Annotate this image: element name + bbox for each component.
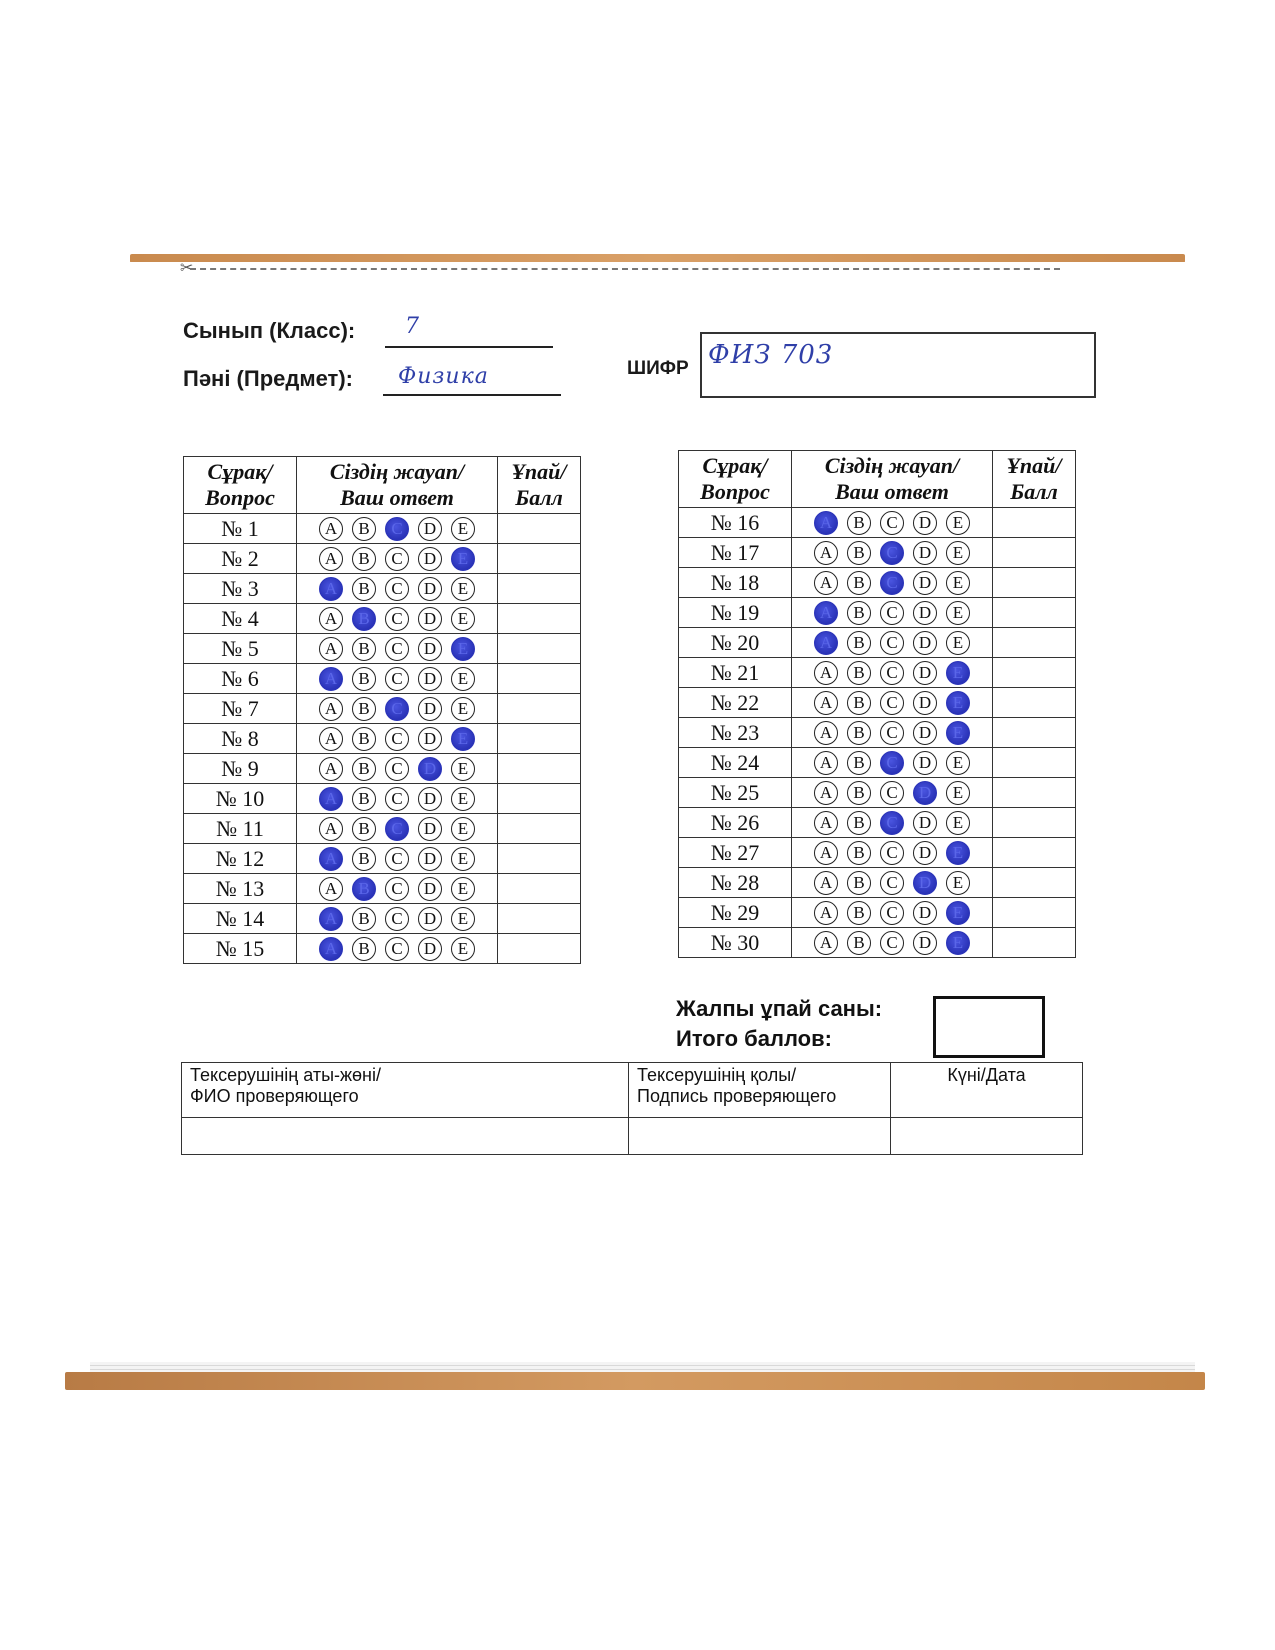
- bubble-c[interactable]: C: [880, 721, 904, 745]
- score-cell[interactable]: [498, 814, 581, 844]
- bubble-c[interactable]: C: [385, 757, 409, 781]
- bubble-a[interactable]: A: [319, 817, 343, 841]
- answer-bubbles: [297, 874, 498, 904]
- bubble-c[interactable]: C: [385, 937, 409, 961]
- bubble-c[interactable]: C: [385, 667, 409, 691]
- answer-bubbles: [792, 808, 993, 838]
- answer-bubbles: [297, 514, 498, 544]
- subject-value: Физика: [398, 364, 489, 389]
- question-row: [679, 838, 1076, 868]
- score-cell[interactable]: [993, 598, 1076, 628]
- answer-bubbles: [792, 658, 993, 688]
- bubble-e[interactable]: E: [946, 631, 970, 655]
- question-row: [184, 874, 581, 904]
- bubble-e[interactable]: E: [946, 661, 970, 685]
- question-row: [184, 904, 581, 934]
- bubble-d[interactable]: D: [913, 781, 937, 805]
- bubble-e[interactable]: E: [451, 697, 475, 721]
- bubble-a[interactable]: A: [319, 667, 343, 691]
- question-row: [679, 898, 1076, 928]
- answer-bubbles: [297, 724, 498, 754]
- bubble-b[interactable]: B: [847, 661, 871, 685]
- bubble-b[interactable]: B: [352, 877, 376, 901]
- bubble-b[interactable]: B: [352, 937, 376, 961]
- score-cell[interactable]: [993, 778, 1076, 808]
- bubble-b[interactable]: B: [847, 931, 871, 955]
- bubble-b[interactable]: B: [847, 601, 871, 625]
- bubble-d[interactable]: D: [913, 871, 937, 895]
- question-number: № 12: [184, 844, 297, 874]
- bubble-b[interactable]: B: [352, 547, 376, 571]
- header-answer: Сіздің жауап/ Ваш ответ: [792, 451, 993, 508]
- bubble-e[interactable]: E: [451, 817, 475, 841]
- bubble-b[interactable]: B: [352, 637, 376, 661]
- bubble-c[interactable]: C: [880, 841, 904, 865]
- score-cell[interactable]: [498, 604, 581, 634]
- bubble-e[interactable]: E: [946, 901, 970, 925]
- question-row: [679, 568, 1076, 598]
- bubble-a[interactable]: A: [319, 697, 343, 721]
- bubble-a[interactable]: A: [319, 847, 343, 871]
- answer-bubbles: [792, 718, 993, 748]
- bubble-b[interactable]: B: [847, 781, 871, 805]
- bubble-d[interactable]: D: [913, 751, 937, 775]
- bubble-a[interactable]: A: [814, 541, 838, 565]
- bubble-c[interactable]: C: [385, 607, 409, 631]
- bubble-d[interactable]: D: [913, 541, 937, 565]
- bubble-c[interactable]: C: [880, 511, 904, 535]
- score-cell[interactable]: [498, 664, 581, 694]
- answer-bubbles: [297, 844, 498, 874]
- bubble-d[interactable]: D: [913, 631, 937, 655]
- answer-bubbles: [297, 664, 498, 694]
- answer-bubbles: [297, 634, 498, 664]
- bubble-b[interactable]: B: [847, 511, 871, 535]
- question-number: № 30: [679, 928, 792, 958]
- answer-bubbles: [792, 628, 993, 658]
- answer-bubbles: [297, 694, 498, 724]
- question-row: [184, 814, 581, 844]
- table-surface-bottom: [65, 1372, 1205, 1390]
- question-number: № 10: [184, 784, 297, 814]
- bubble-d[interactable]: D: [418, 907, 442, 931]
- question-number: № 1: [184, 514, 297, 544]
- bubble-e[interactable]: E: [451, 937, 475, 961]
- bubble-c[interactable]: C: [385, 727, 409, 751]
- bubble-c[interactable]: C: [880, 751, 904, 775]
- bubble-e[interactable]: E: [451, 607, 475, 631]
- answer-bubbles: [792, 598, 993, 628]
- class-value: 7: [405, 314, 420, 339]
- bubble-b[interactable]: B: [847, 751, 871, 775]
- bubble-a[interactable]: A: [814, 601, 838, 625]
- score-cell[interactable]: [993, 898, 1076, 928]
- question-number: № 29: [679, 898, 792, 928]
- bubble-d[interactable]: D: [418, 547, 442, 571]
- bubble-b[interactable]: B: [847, 901, 871, 925]
- bubble-e[interactable]: E: [946, 811, 970, 835]
- bubble-b[interactable]: B: [352, 727, 376, 751]
- bubble-a[interactable]: A: [319, 607, 343, 631]
- question-row: [184, 844, 581, 874]
- bubble-b[interactable]: B: [352, 697, 376, 721]
- question-number: № 5: [184, 634, 297, 664]
- bubble-a[interactable]: A: [319, 787, 343, 811]
- bubble-e[interactable]: E: [451, 577, 475, 601]
- question-row: [679, 928, 1076, 958]
- score-cell[interactable]: [498, 904, 581, 934]
- bubble-e[interactable]: E: [451, 847, 475, 871]
- question-row: [184, 514, 581, 544]
- question-number: № 11: [184, 814, 297, 844]
- score-cell[interactable]: [498, 754, 581, 784]
- bubble-a[interactable]: A: [814, 631, 838, 655]
- score-cell[interactable]: [498, 844, 581, 874]
- bubble-e[interactable]: E: [946, 601, 970, 625]
- bubble-b[interactable]: B: [847, 631, 871, 655]
- bubble-d[interactable]: D: [418, 757, 442, 781]
- bubble-e[interactable]: E: [946, 691, 970, 715]
- question-number: № 24: [679, 748, 792, 778]
- checker-name-field[interactable]: [182, 1118, 629, 1155]
- question-row: [184, 694, 581, 724]
- bubble-c[interactable]: C: [880, 631, 904, 655]
- score-cell[interactable]: [993, 568, 1076, 598]
- bubble-d[interactable]: D: [418, 517, 442, 541]
- bubble-a[interactable]: A: [319, 517, 343, 541]
- bubble-b[interactable]: B: [352, 817, 376, 841]
- bubble-c[interactable]: C: [880, 541, 904, 565]
- score-cell[interactable]: [498, 934, 581, 964]
- bubble-b[interactable]: B: [352, 667, 376, 691]
- question-row: [679, 778, 1076, 808]
- answer-bubbles: [792, 748, 993, 778]
- answer-bubbles: [792, 688, 993, 718]
- answer-bubbles: [792, 838, 993, 868]
- header-question: Сұрақ/ Вопрос: [679, 451, 792, 508]
- bubble-b[interactable]: B: [352, 907, 376, 931]
- score-cell[interactable]: [498, 784, 581, 814]
- bubble-a[interactable]: A: [319, 907, 343, 931]
- question-number: № 26: [679, 808, 792, 838]
- bubble-a[interactable]: A: [814, 571, 838, 595]
- bubble-d[interactable]: D: [913, 511, 937, 535]
- cipher-value: ФИЗ 703: [708, 340, 834, 370]
- question-row: [679, 658, 1076, 688]
- scissors-icon: ✂: [180, 258, 194, 277]
- bubble-c[interactable]: C: [880, 571, 904, 595]
- bubble-c[interactable]: C: [880, 601, 904, 625]
- question-number: № 16: [679, 508, 792, 538]
- header-score: Ұпай/ Балл: [993, 451, 1076, 508]
- bubble-a[interactable]: A: [814, 781, 838, 805]
- question-row: [184, 574, 581, 604]
- cut-line: [190, 268, 1060, 270]
- bubble-d[interactable]: D: [418, 937, 442, 961]
- bubble-b[interactable]: B: [352, 757, 376, 781]
- bubble-b[interactable]: B: [352, 577, 376, 601]
- bubble-a[interactable]: A: [814, 841, 838, 865]
- bubble-d[interactable]: D: [913, 931, 937, 955]
- bubble-e[interactable]: E: [451, 907, 475, 931]
- bubble-c[interactable]: C: [880, 901, 904, 925]
- score-cell[interactable]: [498, 574, 581, 604]
- bubble-e[interactable]: E: [946, 721, 970, 745]
- bubble-c[interactable]: C: [385, 877, 409, 901]
- answer-bubbles: [297, 604, 498, 634]
- bubble-d[interactable]: D: [913, 691, 937, 715]
- bubble-d[interactable]: D: [418, 577, 442, 601]
- question-row: [679, 868, 1076, 898]
- question-row: [679, 688, 1076, 718]
- question-number: № 7: [184, 694, 297, 724]
- bubble-d[interactable]: D: [913, 601, 937, 625]
- question-row: [679, 808, 1076, 838]
- score-cell[interactable]: [993, 538, 1076, 568]
- bubble-c[interactable]: C: [385, 907, 409, 931]
- bubble-c[interactable]: C: [385, 547, 409, 571]
- score-cell[interactable]: [993, 508, 1076, 538]
- bubble-e[interactable]: E: [946, 511, 970, 535]
- score-cell[interactable]: [498, 544, 581, 574]
- question-number: № 23: [679, 718, 792, 748]
- bubble-d[interactable]: D: [418, 787, 442, 811]
- bubble-a[interactable]: A: [319, 937, 343, 961]
- bubble-b[interactable]: B: [352, 607, 376, 631]
- question-number: № 14: [184, 904, 297, 934]
- score-cell[interactable]: [498, 694, 581, 724]
- score-cell[interactable]: [498, 634, 581, 664]
- answer-bubbles: [297, 814, 498, 844]
- answer-bubbles: [297, 574, 498, 604]
- question-row: [184, 664, 581, 694]
- bubble-c[interactable]: C: [385, 577, 409, 601]
- answer-bubbles: [297, 934, 498, 964]
- checker-table: [181, 1062, 1083, 1155]
- question-number: № 17: [679, 538, 792, 568]
- answer-bubbles: [792, 778, 993, 808]
- bubble-e[interactable]: E: [451, 787, 475, 811]
- bubble-d[interactable]: D: [913, 841, 937, 865]
- bubble-e[interactable]: E: [451, 517, 475, 541]
- question-number: № 27: [679, 838, 792, 868]
- answer-bubbles: [792, 568, 993, 598]
- bubble-d[interactable]: D: [418, 817, 442, 841]
- checker-signature-field[interactable]: [629, 1118, 891, 1155]
- header-score: Ұпай/ Балл: [498, 457, 581, 514]
- bubble-a[interactable]: A: [319, 727, 343, 751]
- bubble-e[interactable]: E: [946, 931, 970, 955]
- checker-date-label: Күні/Дата: [891, 1063, 1083, 1118]
- question-number: № 9: [184, 754, 297, 784]
- total-label-kz: Жалпы ұпай саны:: [676, 996, 883, 1021]
- score-cell[interactable]: [993, 628, 1076, 658]
- bubble-c[interactable]: C: [880, 811, 904, 835]
- answer-bubbles: [297, 754, 498, 784]
- total-label-ru: Итого баллов:: [676, 1026, 832, 1051]
- score-cell[interactable]: [993, 868, 1076, 898]
- question-row: [679, 508, 1076, 538]
- bubble-b[interactable]: B: [847, 691, 871, 715]
- answer-bubbles: [297, 544, 498, 574]
- total-score-field[interactable]: [933, 996, 1045, 1058]
- question-row: [184, 934, 581, 964]
- bubble-e[interactable]: E: [451, 727, 475, 751]
- question-row: [679, 718, 1076, 748]
- bubble-c[interactable]: C: [880, 661, 904, 685]
- question-row: [184, 724, 581, 754]
- bubble-a[interactable]: A: [319, 757, 343, 781]
- bubble-d[interactable]: D: [913, 571, 937, 595]
- question-number: № 4: [184, 604, 297, 634]
- question-row: [184, 634, 581, 664]
- score-cell[interactable]: [498, 514, 581, 544]
- question-number: № 18: [679, 568, 792, 598]
- class-label: Сынып (Класс):: [183, 318, 356, 343]
- bubble-c[interactable]: C: [385, 637, 409, 661]
- checker-signature-label: Тексерушінің қолы/ Подпись проверяющего: [629, 1063, 891, 1118]
- question-number: № 2: [184, 544, 297, 574]
- bubble-a[interactable]: A: [814, 661, 838, 685]
- bubble-c[interactable]: C: [880, 931, 904, 955]
- bubble-d[interactable]: D: [418, 697, 442, 721]
- question-row: [679, 628, 1076, 658]
- question-row: [184, 784, 581, 814]
- bubble-d[interactable]: D: [418, 607, 442, 631]
- bubble-c[interactable]: C: [385, 517, 409, 541]
- score-cell[interactable]: [993, 718, 1076, 748]
- bubble-c[interactable]: C: [880, 871, 904, 895]
- question-number: № 20: [679, 628, 792, 658]
- answer-table-left: [183, 456, 581, 964]
- question-number: № 6: [184, 664, 297, 694]
- bubble-a[interactable]: A: [814, 901, 838, 925]
- bubble-b[interactable]: B: [847, 571, 871, 595]
- bubble-d[interactable]: D: [418, 667, 442, 691]
- question-row: [679, 538, 1076, 568]
- bubble-b[interactable]: B: [847, 541, 871, 565]
- question-number: № 19: [679, 598, 792, 628]
- answer-bubbles: [792, 898, 993, 928]
- score-cell[interactable]: [993, 748, 1076, 778]
- bubble-b[interactable]: B: [847, 841, 871, 865]
- bubble-c[interactable]: C: [385, 847, 409, 871]
- bubble-e[interactable]: E: [946, 871, 970, 895]
- bubble-e[interactable]: E: [946, 781, 970, 805]
- answer-bubbles: [792, 508, 993, 538]
- score-cell[interactable]: [993, 688, 1076, 718]
- score-cell[interactable]: [993, 658, 1076, 688]
- question-number: № 15: [184, 934, 297, 964]
- bubble-a[interactable]: A: [814, 721, 838, 745]
- bubble-a[interactable]: A: [814, 931, 838, 955]
- answer-bubbles: [792, 868, 993, 898]
- header-question: Сұрақ/ Вопрос: [184, 457, 297, 514]
- bubble-c[interactable]: C: [880, 691, 904, 715]
- bubble-d[interactable]: D: [913, 811, 937, 835]
- bubble-a[interactable]: A: [814, 691, 838, 715]
- answer-bubbles: [792, 928, 993, 958]
- bubble-c[interactable]: C: [385, 817, 409, 841]
- bubble-e[interactable]: E: [451, 877, 475, 901]
- score-cell[interactable]: [993, 838, 1076, 868]
- question-number: № 28: [679, 868, 792, 898]
- question-row: [184, 544, 581, 574]
- question-number: № 3: [184, 574, 297, 604]
- question-row: [184, 754, 581, 784]
- question-row: [679, 748, 1076, 778]
- question-number: № 22: [679, 688, 792, 718]
- bubble-a[interactable]: A: [319, 577, 343, 601]
- bubble-d[interactable]: D: [418, 727, 442, 751]
- checker-name-label: Тексерушінің аты-жөні/ ФИО проверяющего: [182, 1063, 629, 1118]
- bubble-c[interactable]: C: [385, 787, 409, 811]
- bubble-b[interactable]: B: [352, 517, 376, 541]
- bubble-e[interactable]: E: [946, 571, 970, 595]
- bubble-e[interactable]: E: [946, 541, 970, 565]
- score-cell[interactable]: [498, 724, 581, 754]
- bubble-a[interactable]: A: [319, 547, 343, 571]
- answer-bubbles: [792, 538, 993, 568]
- bubble-d[interactable]: D: [418, 637, 442, 661]
- question-number: № 8: [184, 724, 297, 754]
- bubble-a[interactable]: A: [319, 877, 343, 901]
- bubble-b[interactable]: B: [847, 811, 871, 835]
- answer-bubbles: [297, 784, 498, 814]
- bubble-b[interactable]: B: [352, 787, 376, 811]
- bubble-d[interactable]: D: [418, 877, 442, 901]
- score-cell[interactable]: [993, 928, 1076, 958]
- question-number: № 13: [184, 874, 297, 904]
- cipher-label: ШИФР: [627, 358, 689, 379]
- checker-date-field[interactable]: [891, 1118, 1083, 1155]
- bubble-b[interactable]: B: [847, 721, 871, 745]
- question-row: [184, 604, 581, 634]
- bubble-c[interactable]: C: [880, 781, 904, 805]
- header-answer: Сіздің жауап/ Ваш ответ: [297, 457, 498, 514]
- subject-label: Пәні (Предмет):: [183, 366, 353, 391]
- bubble-a[interactable]: A: [814, 751, 838, 775]
- bubble-a[interactable]: A: [319, 637, 343, 661]
- bubble-e[interactable]: E: [946, 841, 970, 865]
- score-cell[interactable]: [498, 874, 581, 904]
- bubble-d[interactable]: D: [913, 901, 937, 925]
- bubble-a[interactable]: A: [814, 511, 838, 535]
- bubble-d[interactable]: D: [418, 847, 442, 871]
- bubble-b[interactable]: B: [847, 871, 871, 895]
- bubble-b[interactable]: B: [352, 847, 376, 871]
- answer-table-right: [678, 450, 1076, 958]
- bubble-e[interactable]: E: [946, 751, 970, 775]
- question-number: № 25: [679, 778, 792, 808]
- bubble-e[interactable]: E: [451, 637, 475, 661]
- question-number: № 21: [679, 658, 792, 688]
- bubble-e[interactable]: E: [451, 667, 475, 691]
- answer-bubbles: [297, 904, 498, 934]
- bubble-a[interactable]: A: [814, 871, 838, 895]
- bubble-d[interactable]: D: [913, 721, 937, 745]
- bubble-e[interactable]: E: [451, 757, 475, 781]
- bubble-e[interactable]: E: [451, 547, 475, 571]
- bubble-a[interactable]: A: [814, 811, 838, 835]
- score-cell[interactable]: [993, 808, 1076, 838]
- bubble-d[interactable]: D: [913, 661, 937, 685]
- bubble-c[interactable]: C: [385, 697, 409, 721]
- question-row: [679, 598, 1076, 628]
